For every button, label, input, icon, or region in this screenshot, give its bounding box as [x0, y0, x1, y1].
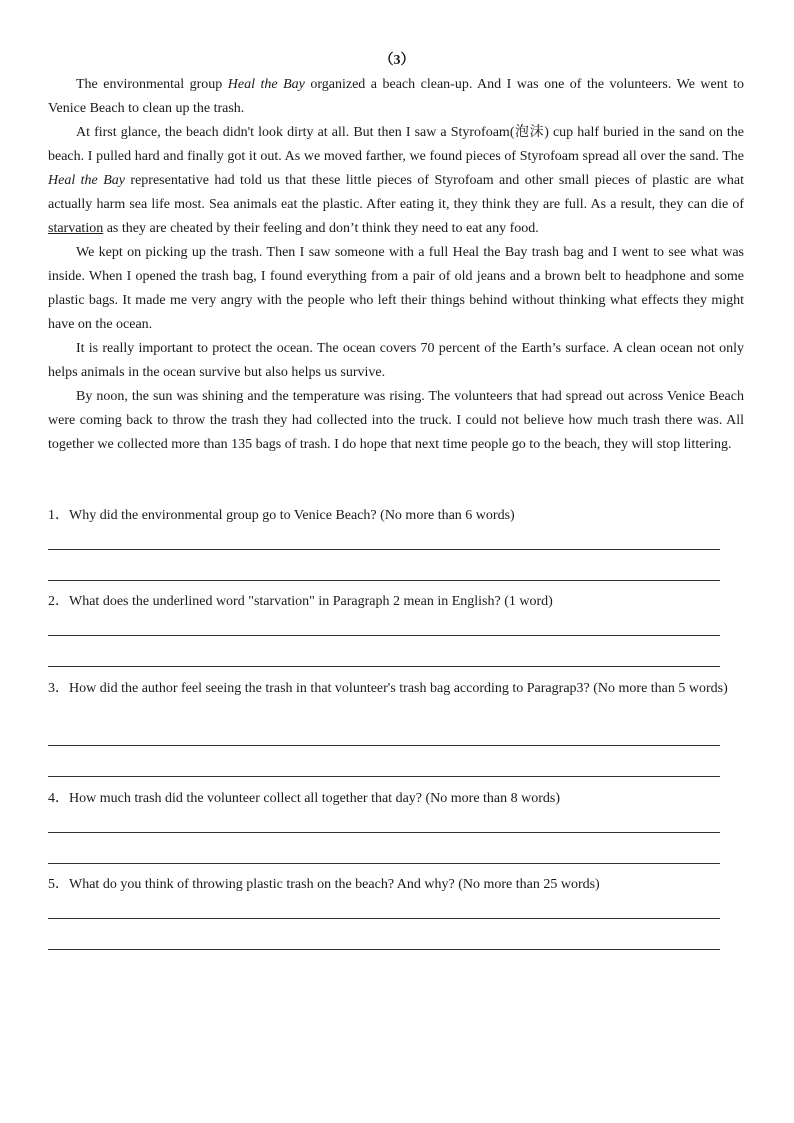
paragraph-1-text-c: organized a beach clean-up. And I was one of the volunteers. We went to Venice Beach to clean up the trash. — [48, 77, 744, 116]
underlined-word-starvation: starvation — [48, 221, 104, 236]
paragraph-5: By noon, the sun was shining and the temperature was rising. The volunteers that had spread out across Venice Beach were coming back to throw the trash they had collected into the truck. I could not believe how much trash there was. All together we collected more than 135 bags of trash. I do hope that next time people go to the beach, they will stop littering. — [48, 389, 744, 452]
reading-passage — [48, 73, 744, 457]
paragraph-4: It is really important to protect the ocean. The ocean covers 70 percent of the Earth’s surface. A clean ocean not only helps animals in the ocean survive but also helps us survive. — [48, 341, 744, 380]
paragraph-1-text-a: The environmental group — [76, 77, 228, 92]
paragraph-2-text-a: At first glance, the beach didn't look dirty at all. But then I saw a Styrofoam(泡沫) cup half buried in the sand on the beach. I pulled hard and finally got it out. As we moved farther, we found pieces of Styrofoam spread all over the sand. The — [48, 125, 744, 164]
answer-line-4b[interactable] — [48, 863, 720, 864]
answer-line-1a[interactable] — [48, 549, 720, 550]
question-2: 2．What does the underlined word "starvation" in Paragraph 2 mean in English? (1 word) — [48, 594, 553, 609]
paragraph-2 — [48, 121, 744, 241]
answer-line-3b[interactable] — [48, 776, 720, 777]
question-4: 4．How much trash did the volunteer collect all together that day? (No more than 8 words) — [48, 791, 561, 806]
paragraph-2-text-e: as they are cheated by their feeling and don’t think they need to eat any food. — [103, 221, 539, 236]
answer-line-2a[interactable] — [48, 635, 720, 636]
answer-line-2b[interactable] — [48, 666, 720, 667]
paragraph-2-group-name: Heal the Bay — [48, 173, 125, 188]
question-3: 3．How did the author feel seeing the trash in that volunteer's trash bag according to Paragrap3? (No more than 5 words) — [48, 681, 728, 696]
answer-line-3a[interactable] — [48, 745, 720, 746]
question-1: 1．Why did the environmental group go to Venice Beach? (No more than 6 words) — [48, 508, 515, 523]
paragraph-3: We kept on picking up the trash. Then I saw someone with a full Heal the Bay trash bag and I went to see what was inside. When I opened the trash bag, I found everything from a pair of old jeans and a brown belt to headphone and some plastic bags. It made me very angry with the people who left their things behind without thinking what effects they might have on the ocean. — [48, 245, 744, 332]
paragraph-1 — [48, 73, 744, 121]
paragraph-1-group-name: Heal the Bay — [227, 77, 305, 92]
answer-line-1b[interactable] — [48, 580, 720, 581]
paragraph-2-text-c: representative had told us that these little pieces of Styrofoam and other small pieces of plastic are what actually harm sea life most. Sea animals eat the plastic. After eating it, they think they are full. As a result, they can die of — [48, 173, 744, 212]
answer-line-4a[interactable] — [48, 832, 720, 833]
answer-line-5b[interactable] — [48, 949, 720, 950]
question-5: 5．What do you think of throwing plastic trash on the beach? And why? (No more than 25 words) — [48, 877, 600, 892]
section-title: （3） — [379, 53, 415, 68]
answer-line-5a[interactable] — [48, 918, 720, 919]
